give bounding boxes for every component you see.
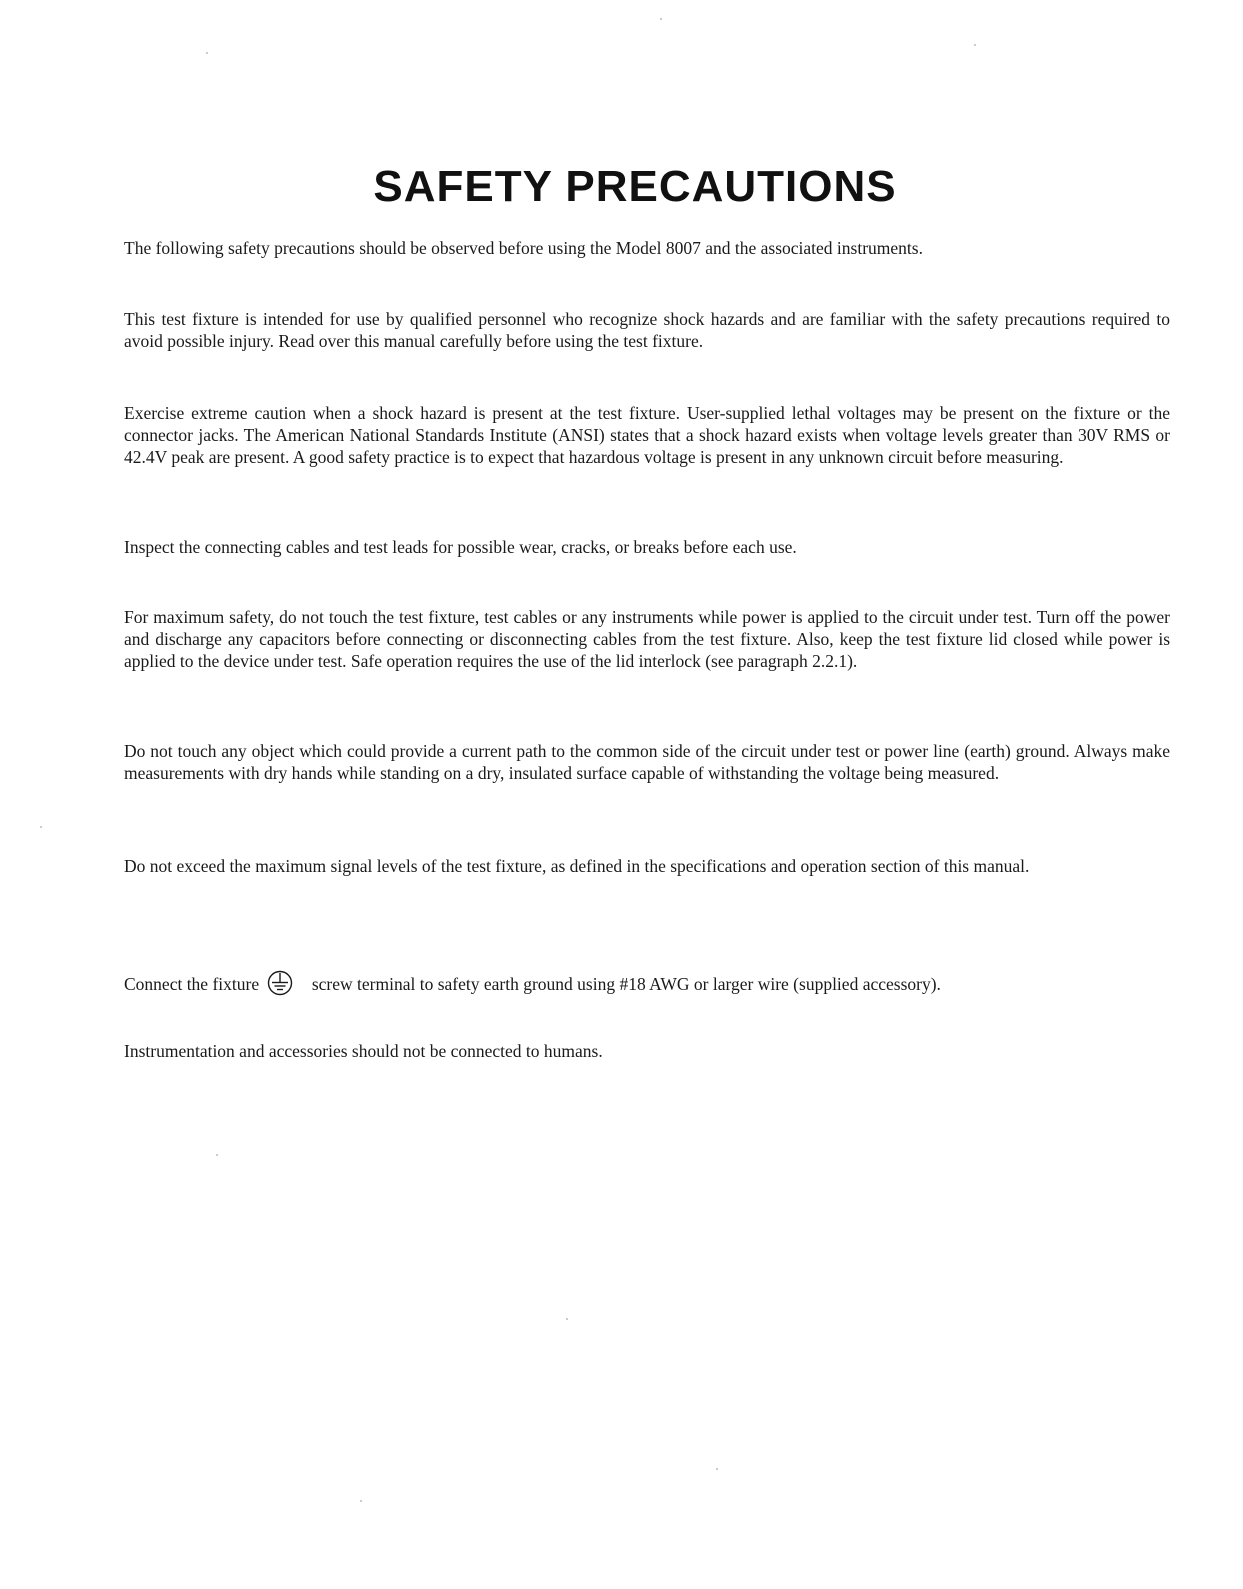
scan-speck (716, 1468, 718, 1470)
scan-speck (660, 18, 662, 20)
earth-ground-text-before: Connect the fixture (124, 974, 260, 994)
paragraph-qualified-personnel: This test fixture is intended for use by qualified personnel who recognize shock hazards and are familiar with the safety precautions required to avoid possible injury. Read over this manual carefully before using the test fixture. (124, 309, 1170, 351)
page-title: SAFETY PRECAUTIONS (373, 162, 897, 212)
paragraph-intro: The following safety precautions should be observed before using the Model 8007 and the associated instruments. (124, 238, 923, 258)
scan-speck (206, 52, 208, 54)
paragraph-current-path: Do not touch any object which could provide a current path to the common side of the circuit under test or power line (earth) ground. Always make measurements with dry hands while standing on a dry, insulated surface capable of withstanding the voltage being measured. (124, 741, 1170, 783)
paragraph-maximum-safety: For maximum safety, do not touch the test fixture, test cables or any instruments while power is applied to the circuit under test. Turn off the power and discharge any capacitors before connecting or disconnecting cables from the test fixture. Also, keep the test fixture lid closed while power is applied to the device under test. Safe operation requires the use of the lid interlock (see paragraph 2.2.1). (124, 607, 1170, 671)
scan-speck (216, 1154, 218, 1156)
paragraph-inspect-cables: Inspect the connecting cables and test leads for possible wear, cracks, or breaks before each use. (124, 537, 797, 557)
paragraph-humans: Instrumentation and accessories should not be connected to humans. (124, 1041, 603, 1061)
earth-ground-text-after: screw terminal to safety earth ground using #18 AWG or larger wire (supplied accessory). (311, 974, 941, 994)
scan-speck (566, 1318, 568, 1320)
protective-earth-ground-icon (267, 970, 293, 996)
scan-speck (40, 826, 42, 828)
paragraph-shock-hazard: Exercise extreme caution when a shock hazard is present at the test fixture. User-supplied lethal voltages may be present on the fixture or the connector jacks. The American National Standards Institute (ANSI) states that a shock hazard exists when voltage levels greater than 30V RMS or 42.4V peak are present. A good safety practice is to expect that hazardous voltage is present in any unknown circuit before measuring. (124, 403, 1170, 467)
paragraph-signal-levels: Do not exceed the maximum signal levels of the test fixture, as defined in the specifications and operation section of this manual. (124, 856, 1030, 876)
scan-speck (974, 44, 976, 46)
scan-speck (360, 1500, 362, 1502)
paragraph-earth-ground (124, 970, 1170, 996)
